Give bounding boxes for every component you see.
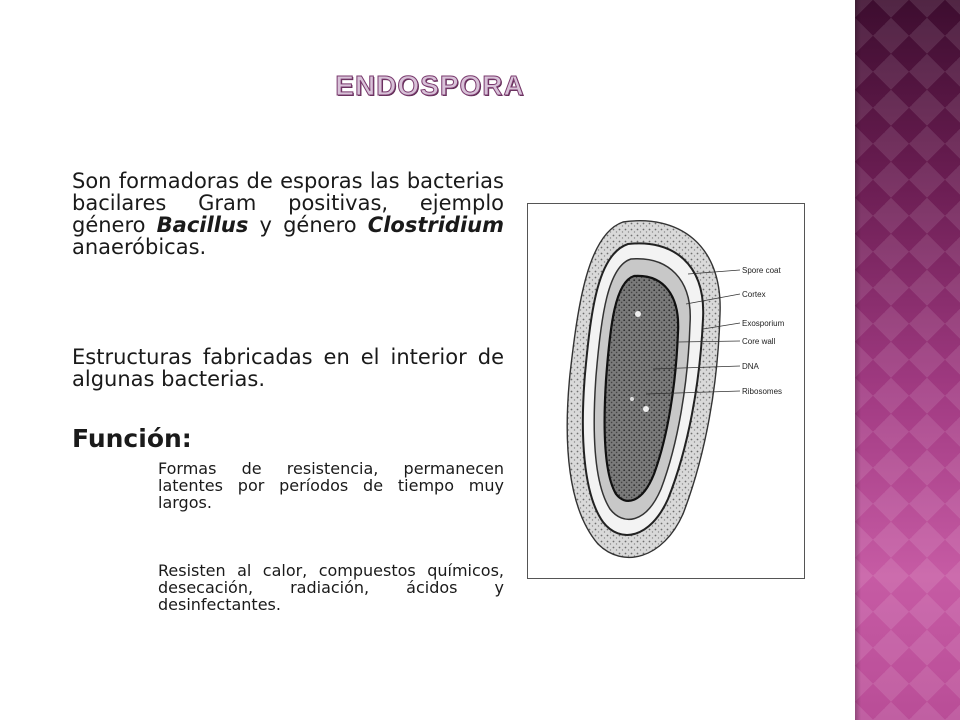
intro-text-prefix: Son formadoras de esporas las bacterias bacilares Gram positivas, ejemplo género [72,169,504,237]
structure-paragraph: Estructuras fabricadas en el interior de algunas bacterias. [72,345,504,391]
intro-paragraph [72,170,504,258]
ribosome-dot [643,406,649,412]
label-spore-coat: Spore coat [742,266,781,275]
intro-text-suffix: anaeróbicas. [72,235,207,259]
spore-body [567,221,720,558]
endospore-diagram [527,203,805,579]
ribosome-dot [630,397,634,401]
label-ribosomes: Ribosomes [742,387,783,396]
decorative-side-band [855,0,960,720]
genus-clostridium: Clostridium [367,213,504,237]
function-heading: Función: [72,424,192,453]
label-cortex: Cortex [742,290,766,299]
function-point: Resisten al calor, compuestos químicos, desecación, radiación, ácidos y desinfectantes. [158,561,504,614]
ribosome-dot [635,311,641,317]
slide-title: ENDOSPORA [335,70,525,101]
label-core-wall: Core wall [742,337,776,346]
side-band-shadow [855,0,861,720]
genus-bacillus: Bacillus [156,213,249,237]
figure-labels [742,266,785,396]
intro-text-middle: y género [248,213,368,237]
function-point: Formas de resistencia, permanecen latentes por períodos de tiempo muy largos. [158,459,504,512]
label-dna: DNA [742,362,759,371]
label-exosporium: Exosporium [742,319,785,328]
endospore-illustration [528,204,804,578]
